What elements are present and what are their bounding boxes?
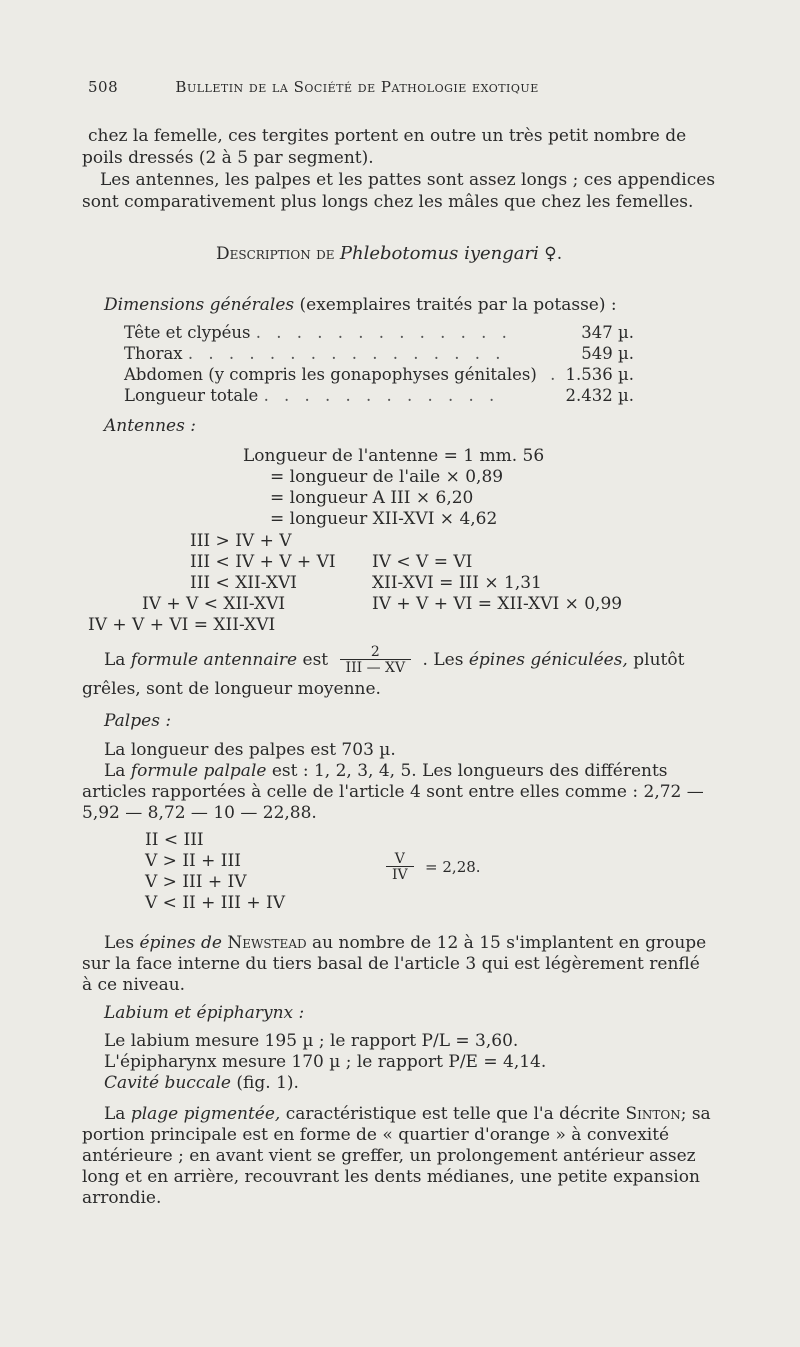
antenna-relation: IV < V = VI	[372, 552, 473, 572]
leader-dots: .	[550, 365, 561, 384]
formula-term: formule palpale	[130, 761, 267, 781]
dimension-row	[124, 322, 634, 343]
figure-reference: (fig. 1).	[236, 1073, 299, 1093]
antennes-title	[104, 415, 196, 437]
fraction-denominator: III — XV	[345, 660, 406, 676]
palp-relation: V > II + III	[145, 851, 241, 871]
plage-line-4: long et en arrière, recouvrant les dents médianes, une petite expansion	[82, 1167, 700, 1187]
text: caractéristique est telle que l'a décrite	[285, 1104, 621, 1124]
palpes-title-text: Palpes :	[104, 711, 172, 731]
intro-line-1: chez la femelle, ces tergites portent en outre un très petit nombre de	[88, 126, 687, 146]
heading-prefix: Description de	[216, 244, 335, 264]
intro-line-3: Les antennes, les palpes et les pattes sont assez longs ; ces appendices	[100, 170, 716, 190]
author-name: Sinton	[625, 1104, 681, 1124]
antenna-relation: III < XII-XVI	[190, 573, 297, 593]
palpes-title	[104, 710, 171, 732]
dimensions-note: (exemplaires traités par la potasse) :	[299, 295, 617, 315]
cavite-term: Cavité buccale	[104, 1073, 231, 1093]
text: La	[104, 761, 126, 781]
antenna-formula-fraction	[340, 645, 412, 676]
dimension-label: Tête et clypéus	[124, 323, 251, 342]
text: La	[104, 1104, 126, 1124]
intro-line-4: sont comparativement plus longs chez les mâles que chez les femelles.	[82, 192, 694, 212]
text: est : 1, 2, 3, 4, 5. Les longueurs des différents	[271, 761, 668, 781]
text: est	[302, 650, 329, 670]
antenna-ratio-line: = longueur XII-XVI × 4,62	[270, 509, 498, 529]
dimension-value: 549 µ.	[581, 344, 634, 363]
text: . Les	[422, 650, 464, 670]
antenna-relation: IV + V < XII-XVI	[142, 594, 286, 614]
text: La	[104, 650, 126, 670]
antennes-title-text: Antennes :	[104, 416, 196, 436]
newstead-line-2: sur la face interne du tiers basal de l'article 3 qui est légèrement renflé	[82, 954, 700, 974]
antenna-length-line: Longueur de l'antenne = 1 mm. 56	[243, 446, 545, 466]
intro-line-2: poils dressés (2 à 5 par segment).	[82, 148, 374, 168]
dimension-value: 347 µ.	[581, 323, 634, 342]
species-name: Phlebotomus iyengari	[339, 243, 539, 264]
leader-dots: . . . . . . . . . . . . . . . .	[187, 344, 506, 363]
palp-relation: V > III + IV	[145, 872, 247, 892]
antenna-relation: III < IV + V + VI	[190, 552, 336, 572]
dimension-label: Abdomen (y compris les gonapophyses génitales)	[124, 365, 537, 384]
dimension-value: 1.536 µ.	[565, 365, 634, 384]
labium-line-1: Le labium mesure 195 µ ; le rapport P/L = 3,60.	[104, 1031, 519, 1051]
palp-ratio-fraction	[386, 852, 414, 883]
antenna-relation: IV + V + VI = XII-XVI × 0,99	[372, 594, 623, 614]
dimension-label: Longueur totale	[124, 386, 259, 405]
newstead-line-3: à ce niveau.	[82, 975, 186, 995]
female-symbol: ♀.	[544, 244, 563, 264]
ratio-value: = 2,28.	[425, 858, 481, 876]
formula-term: formule antennaire	[130, 650, 298, 670]
fraction-numerator: 2	[340, 645, 412, 660]
palp-relation: V < II + III + IV	[145, 893, 286, 913]
running-header	[88, 78, 539, 96]
antenna-relation: III > IV + V	[190, 531, 292, 551]
palpes-line-3: articles rapportées à celle de l'article 4 sont entre elles comme : 2,72 —	[82, 782, 704, 802]
dimensions-title-line	[104, 294, 617, 316]
fraction-numerator: V	[386, 852, 414, 867]
leader-dots: . . . . . . . . . . . . .	[255, 323, 512, 342]
labium-title	[104, 1002, 304, 1024]
text: Les	[104, 933, 135, 953]
dimension-row	[124, 385, 634, 406]
palp-relation: II < III	[145, 830, 204, 850]
dimensions-title: Dimensions générales	[104, 295, 295, 315]
plage-line-1	[104, 1103, 711, 1125]
antenna-formula-line	[104, 645, 684, 676]
newstead-line-1	[104, 932, 706, 954]
palpes-line-4: 5,92 — 8,72 — 10 — 22,88.	[82, 803, 317, 823]
palpes-line-1: La longueur des palpes est 703 µ.	[104, 740, 396, 760]
antenna-ratio-line: = longueur A III × 6,20	[270, 488, 474, 508]
cavite-line	[104, 1072, 299, 1094]
dimension-row	[124, 343, 634, 364]
fraction-denominator: IV	[392, 867, 408, 883]
section-heading	[216, 243, 562, 265]
palp-ratio	[380, 852, 481, 883]
plage-line-3: antérieure ; en avant vient se greffer, un prolongement antérieur assez	[82, 1146, 696, 1166]
dimension-label: Thorax	[124, 344, 183, 363]
antenna-genic-line-2: grêles, sont de longueur moyenne.	[82, 679, 381, 699]
page-number: 508	[88, 78, 119, 96]
antenna-relation: IV + V + VI = XII-XVI	[88, 615, 276, 635]
labium-title-text: Labium et épipharynx :	[104, 1003, 305, 1023]
dimension-value: 2.432 µ.	[565, 386, 634, 405]
genic-term: épines géniculées,	[468, 650, 628, 670]
plage-term: plage pigmentée,	[130, 1104, 281, 1124]
plage-line-5: arrondie.	[82, 1188, 162, 1208]
journal-title: Bulletin de la Société de Pathologie exotique	[175, 78, 539, 96]
text: ; sa	[680, 1104, 711, 1124]
text: au nombre de 12 à 15 s'implantent en groupe	[312, 933, 707, 953]
antenna-ratio-line: = longueur de l'aile × 0,89	[270, 467, 504, 487]
author-name: Newstead	[227, 933, 307, 953]
plage-line-2: portion principale est en forme de « quartier d'orange » à convexité	[82, 1125, 670, 1145]
text: plutôt	[633, 650, 685, 670]
newstead-term: épines de	[139, 933, 222, 953]
labium-line-2: L'épipharynx mesure 170 µ ; le rapport P/E = 4,14.	[104, 1052, 547, 1072]
antenna-relation: XII-XVI = III × 1,31	[372, 573, 542, 593]
dimension-row	[124, 364, 634, 385]
palpes-line-2	[104, 760, 668, 782]
leader-dots: . . . . . . . . . . . .	[263, 386, 500, 405]
